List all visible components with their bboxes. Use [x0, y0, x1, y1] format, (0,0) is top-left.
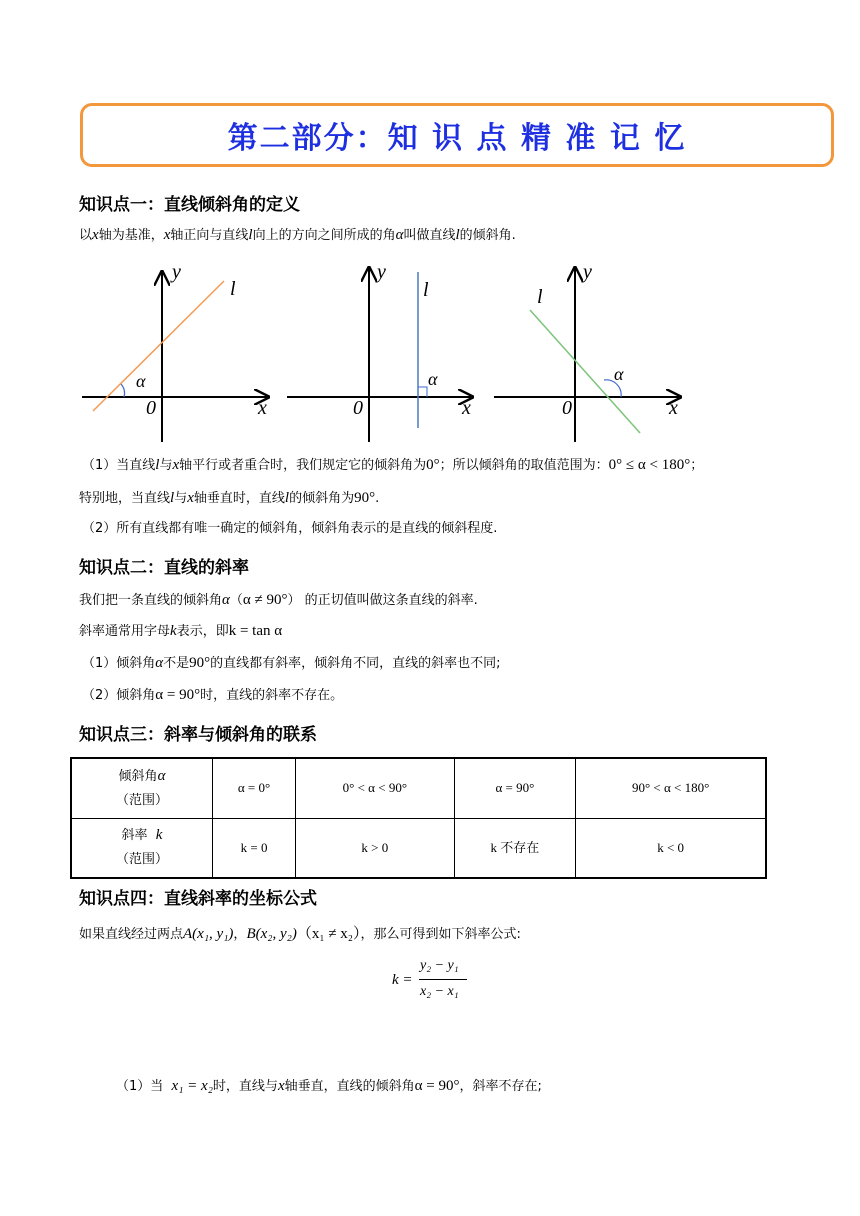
banner-title: 第二部分：知 识 点 精 准 记 忆 [227, 121, 687, 156]
heading-kp4: 知识点四：直线斜率的坐标公式 [79, 889, 317, 909]
table-cell: k < 0 [576, 818, 766, 878]
kp1-note1: （1）当直线l与x轴平行或者重合时，我们规定它的倾斜角为0°；所以倾斜角的取值范围为：0° ≤ α < 180°； [82, 457, 704, 473]
fig2-alpha-label: α [428, 369, 438, 389]
fig2-x-label: x [462, 397, 471, 419]
kp4-intro: 如果直线经过两点A(x₁, y₁)，B(x₂, y₂)（x₁ ≠ x₂），那么可得到如下斜率公式: [79, 926, 521, 942]
fig3-alpha-label: α [614, 364, 624, 384]
heading-kp1: 知识点一：直线倾斜角的定义 [79, 195, 300, 215]
fig1-alpha-label: α [136, 371, 146, 391]
figure-obtuse-angle [494, 268, 680, 442]
fig2-y-label: y [377, 261, 386, 283]
table-cell: α = 0° [213, 758, 296, 818]
kp1-note2: （2）所有直线都有唯一确定的倾斜角，倾斜角表示的是直线的倾斜程度. [82, 521, 498, 536]
fig1-o-label: 0 [146, 397, 156, 419]
figure-right-angle [287, 268, 472, 442]
heading-kp2: 知识点二：直线的斜率 [79, 558, 249, 578]
table-cell: 90° < α < 180° [576, 758, 766, 818]
slope-formula: k = y₂ − y₁ x₂ − x₁ [392, 958, 482, 1008]
kp2-notation: 斜率通常用字母k表示，即k = tan α [79, 623, 283, 639]
row-header-slope: 斜率 k （范围） [71, 818, 213, 878]
fig1-x-label: x [258, 397, 267, 419]
table-cell: 0° < α < 90° [296, 758, 454, 818]
figure-acute-angle [82, 272, 268, 442]
fig1-y-label: y [172, 261, 181, 283]
kp1-definition: 以x轴为基准，x轴正向与直线l向上的方向之间所成的角α叫做直线l的倾斜角. [79, 227, 516, 243]
fig2-l-label: l [423, 279, 429, 301]
table-cell: k > 0 [296, 818, 454, 878]
kp1-note1-cont: 特别地，当直线l与x轴垂直时，直线l的倾斜角为90°. [79, 490, 380, 506]
kp2-note2: （2）倾斜角α = 90°时，直线的斜率不存在。 [82, 687, 344, 703]
kp2-definition: 我们把一条直线的倾斜角α（α ≠ 90°） 的正切值叫做这条直线的斜率. [79, 592, 478, 608]
table-cell: k 不存在 [454, 818, 576, 878]
table-row-slope [71, 818, 766, 878]
fig1-l-label: l [230, 278, 236, 300]
fig3-o-label: 0 [562, 397, 572, 419]
fig3-l-label: l [537, 286, 543, 308]
fig3-y-label: y [583, 261, 592, 283]
heading-kp3: 知识点三：斜率与倾斜角的联系 [79, 725, 317, 745]
table-cell: α = 90° [454, 758, 576, 818]
table-cell: k = 0 [213, 818, 296, 878]
kp2-note1: （1）倾斜角α不是90°的直线都有斜率，倾斜角不同，直线的斜率也不同; [82, 655, 501, 671]
kp4-note1: （1）当 x₁ = x₂时，直线与x轴垂直，直线的倾斜角α = 90°，斜率不存在; [116, 1078, 542, 1094]
row-header-angle: 倾斜角α （范围） [71, 758, 213, 818]
fig3-x-label: x [669, 397, 678, 419]
fig2-o-label: 0 [353, 397, 363, 419]
slope-angle-table [70, 757, 767, 879]
inclination-figures [0, 0, 860, 460]
table-row-angle [71, 758, 766, 818]
